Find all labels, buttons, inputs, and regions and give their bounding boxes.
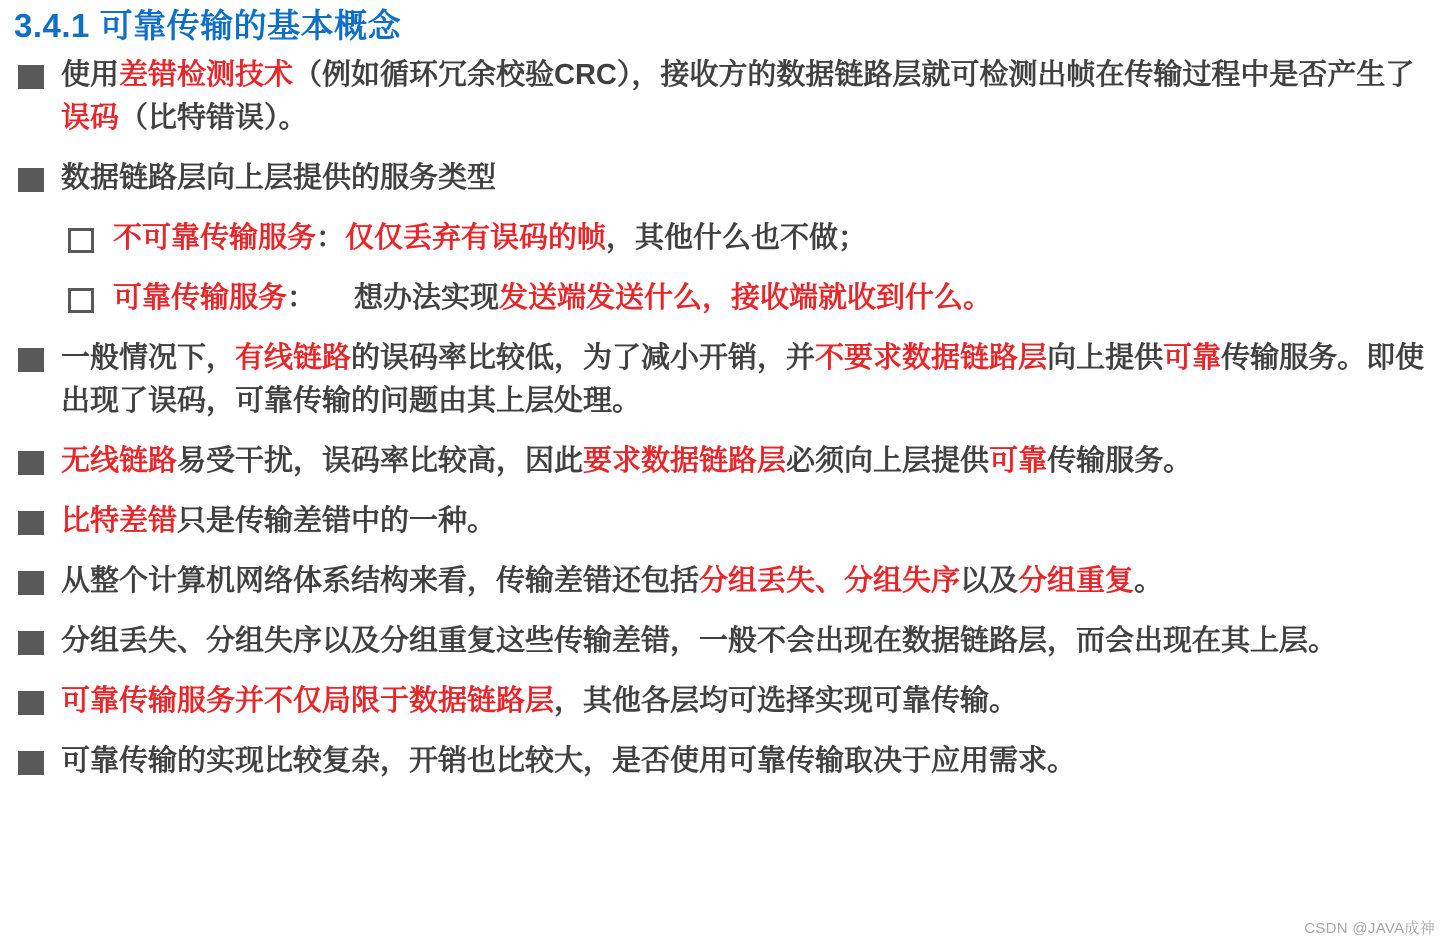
highlighted-text: 要求数据链路层 [583,445,787,477]
plain-text: 可靠传输的实现比较复杂，开销也比较大，是否使用可靠传输取决于应用需求。 [61,745,1077,777]
square-bullet-icon [18,511,44,535]
plain-text: ，其他各层均可选择实现可靠传输。 [554,685,1019,717]
plain-text: 的误码率比较低，为了减小开销，并 [351,342,816,374]
bullet-item [14,337,1433,423]
plain-text: 必须向上层提供 [786,445,990,477]
plain-text: 使用 [61,59,120,91]
square-bullet-icon [18,65,44,89]
highlighted-text: 分组重复 [1018,565,1135,597]
bullet-item [14,620,1433,663]
bullet-text [61,337,1433,423]
plain-text: 只是传输差错中的一种。 [177,505,497,537]
plain-text: （比特错误）。 [119,102,308,134]
plain-text: 传输服务。 [1047,445,1193,477]
highlighted-text: 差错检测技术 [119,59,294,91]
page-title: 3.4.1 可靠传输的基本概念 [14,7,402,44]
highlighted-text: 可靠传输服务并不仅局限于数据链路层 [61,685,555,717]
highlighted-text: 可靠 [989,445,1048,477]
hollow-square-bullet-icon [68,288,94,313]
bullet-item [14,54,1433,140]
bullet-text [61,680,1433,723]
bullet-text [61,740,1433,783]
bullet-text [113,217,1433,259]
watermark-label: CSDN @JAVA成神 [1304,920,1435,937]
square-bullet-icon [18,451,44,475]
bullet-item [14,157,1433,200]
square-bullet-icon [18,631,44,655]
square-bullet-icon [18,751,44,775]
highlighted-text: 发送端发送什么，接收端就收到什么。 [499,282,993,314]
square-bullet-icon [18,571,44,595]
plain-text: 一般情况下， [61,342,236,374]
plain-text: ： [316,222,346,254]
bullet-text [61,54,1433,140]
bullet-list [14,54,1433,783]
plain-text: ： [287,282,317,314]
bullet-text [61,620,1433,663]
bullet-text [61,157,1433,200]
plain-text: 以及 [960,565,1019,597]
bullet-text [61,560,1433,603]
plain-text: ，其他什么也不做； [606,222,868,254]
plain-text: 易受干扰，误码率比较高，因此 [177,445,584,477]
bullet-item [14,217,1433,259]
square-bullet-icon [18,348,44,372]
plain-text: （例如循环冗余校验CRC），接收方的数据链路层就可检测出帧在传输过程中是否产生了 [293,59,1415,91]
highlighted-text: 误码 [61,102,120,134]
bullet-text [113,277,1433,319]
highlighted-text: 无线链路 [61,445,178,477]
plain-text: 从整个计算机网络体系结构来看，传输差错还包括 [61,565,700,597]
bullet-text [61,440,1433,483]
bullet-item [14,740,1433,783]
plain-text: 向上提供 [1047,342,1164,374]
plain-text: 。 [1134,565,1164,597]
highlighted-text: 有线链路 [235,342,352,374]
plain-text: 传输服务。即使出现了误码，可靠传输的问题由其上层处理。 [61,342,1425,417]
highlighted-text: 比特差错 [61,505,178,537]
highlighted-text: 可靠 [1163,342,1222,374]
bullet-item [14,500,1433,543]
highlighted-text: 仅仅丢弃有误码的帧 [345,222,607,254]
highlighted-text: 可靠传输服务 [113,282,288,314]
bullet-text [61,500,1433,543]
highlighted-text: 不要求数据链路层 [815,342,1048,374]
bullet-item [14,560,1433,603]
bullet-item [14,277,1433,319]
highlighted-text: 不可靠传输服务 [113,222,317,254]
plain-text: 数据链路层向上层提供的服务类型 [61,162,497,194]
plain-text: 分组丢失、分组失序以及分组重复这些传输差错，一般不会出现在数据链路层，而会出现在其上层。 [61,625,1338,657]
square-bullet-icon [18,168,44,192]
plain-text: 想办法实现 [354,282,500,314]
bullet-item [14,440,1433,483]
hollow-square-bullet-icon [68,228,94,253]
bullet-item [14,680,1433,723]
highlighted-text: 分组丢失、分组失序 [699,565,961,597]
square-bullet-icon [18,691,44,715]
